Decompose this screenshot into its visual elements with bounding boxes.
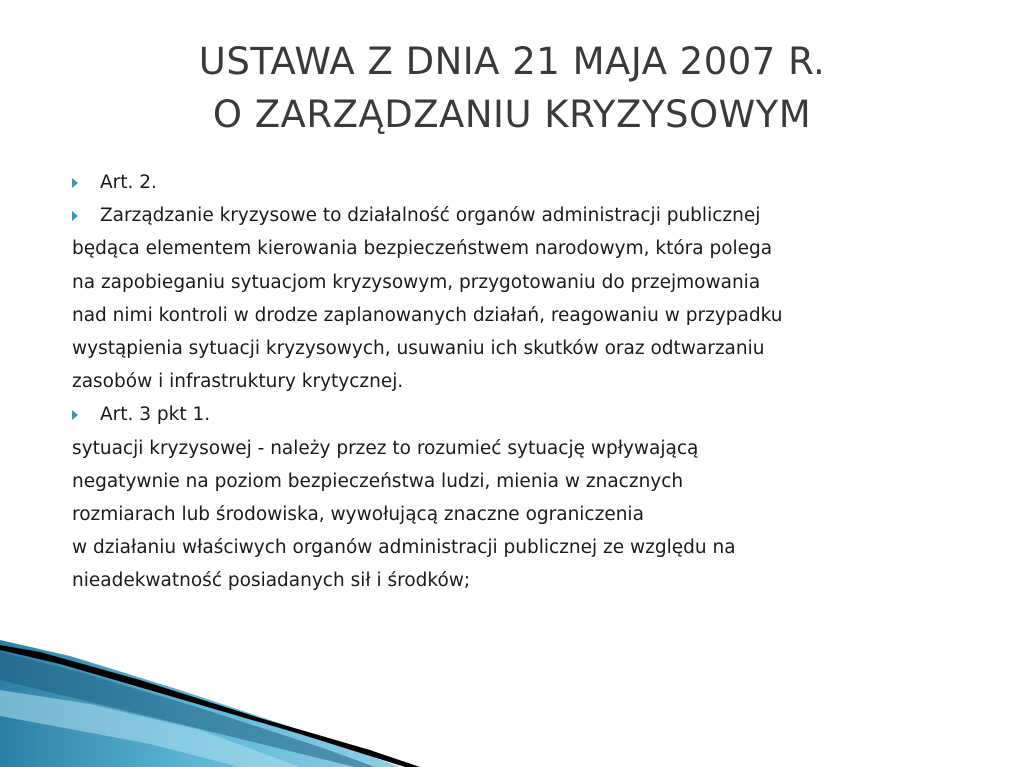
bullet-label: Art. 2. — [100, 172, 157, 193]
body-line: negatywnie na poziom bezpieczeństwa ludzi, mienia w znacznych — [72, 470, 684, 492]
body-line: sytuacji kryzysowej - należy przez to rozumieć sytuację wpływającą — [72, 437, 699, 459]
body-line: wystąpienia sytuacji kryzysowych, usuwaniu ich skutków oraz odtwarzaniu — [72, 337, 765, 359]
body-line: będąca elementem kierowania bezpieczeństwem narodowym, która polega — [72, 238, 773, 260]
body-line: Zarządzanie kryzysowe to działalność organów administracji publicznej — [100, 205, 761, 227]
slide-title-line-2: O ZARZĄDZANIU KRYZYSOWYM — [212, 93, 812, 136]
body-line: nieadekwatność posiadanych sił i środków; — [72, 570, 471, 592]
slide-title-line-1: USTAWA Z DNIA 21 MAJA 2007 R. — [198, 40, 826, 83]
body-line: na zapobieganiu sytuacjom kryzysowym, przygotowaniu do przejmowania — [72, 271, 761, 293]
body-line: zasobów i infrastruktury krytycznej. — [72, 371, 404, 393]
bullet-label: Art. 3 pkt 1. — [100, 404, 211, 426]
body-line: nad nimi kontroli w drodze zaplanowanych działań, reagowaniu w przypadku — [72, 304, 783, 326]
body-line: rozmiarach lub środowiska, wywołującą znaczne ograniczenia — [72, 503, 644, 525]
body-line: w działaniu właściwych organów administracji publicznej ze względu na — [72, 537, 736, 559]
